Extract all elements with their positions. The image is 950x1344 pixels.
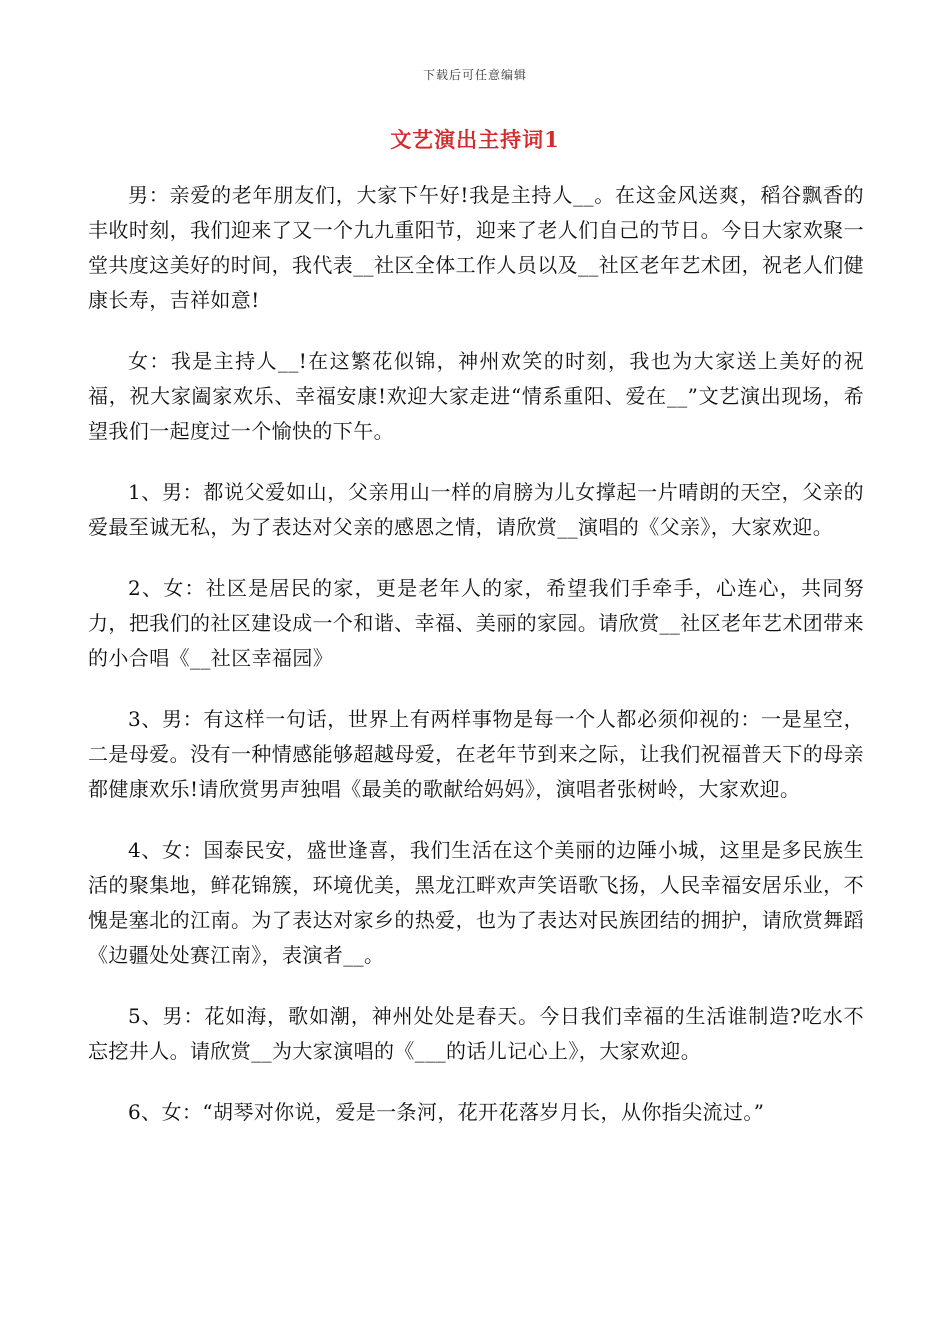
paragraph-item-3: 3、男：有这样一句话，世界上有两样事物是每一个人都必须仰视的：一是星空，二是母爱。没有一种情感能够超越母爱，在老年节到来之际，让我们祝福普天下的母亲都健康欢乐!请欣赏男声独唱《最美的歌献给妈妈》，演唱者张树岭，大家欢迎。: [88, 707, 864, 801]
paragraph-item-1: 1、男：都说父爱如山，父亲用山一样的肩膀为儿女撑起一片晴朗的天空，父亲的爱最至诚无私，为了表达对父亲的感恩之情，请欣赏__演唱的《父亲》，大家欢迎。: [88, 480, 864, 539]
header-note: 下载后可任意编辑: [422, 68, 527, 82]
paragraph-opening-female: 女：我是主持人__!在这繁花似锦，神州欢笑的时刻，我也为大家送上美好的祝福，祝大家阖家欢乐、幸福安康!欢迎大家走进“情系重阳、爱在__”文艺演出现场，希望我们一起度过一个愉快的下午。: [88, 349, 864, 443]
paragraph-item-6: 6、女：“胡琴对你说，爱是一条河，花开花落岁月长，从你指尖流过。”: [128, 1100, 765, 1124]
document-body: [88, 178, 864, 1156]
paragraph-item-2: 2、女：社区是居民的家，更是老年人的家，希望我们手牵手，心连心，共同努力，把我们的社区建设成一个和谐、幸福、美丽的家园。请欣赏__社区老年艺术团带来的小合唱《__社区幸福园》: [88, 576, 864, 670]
document-title: 文艺演出主持词1: [390, 127, 560, 152]
paragraph-opening-male: 男：亲爱的老年朋友们，大家下午好!我是主持人__。在这金风送爽，稻谷飘香的丰收时刻，我们迎来了又一个九九重阳节，迎来了老人们自己的节日。今日大家欢聚一堂共度这美好的时间，我代表__社区全体工作人员以及__社区老年艺术团，祝老人们健康长寿，吉祥如意!: [88, 183, 864, 312]
paragraph-item-5: 5、男：花如海，歌如潮，神州处处是春天。今日我们幸福的生活谁制造?吃水不忘挖井人。请欣赏__为大家演唱的《___的话儿记心上》，大家欢迎。: [88, 1004, 864, 1063]
paragraph-item-4: 4、女：国泰民安，盛世逢喜，我们生活在这个美丽的边陲小城，这里是多民族生活的聚集地，鲜花锦簇，环境优美，黑龙江畔欢声笑语歌飞扬，人民幸福安居乐业，不愧是塞北的江南。为了表达对家乡的热爱，也为了表达对民族团结的拥护，请欣赏舞蹈《边疆处处赛江南》，表演者__。: [88, 838, 864, 967]
